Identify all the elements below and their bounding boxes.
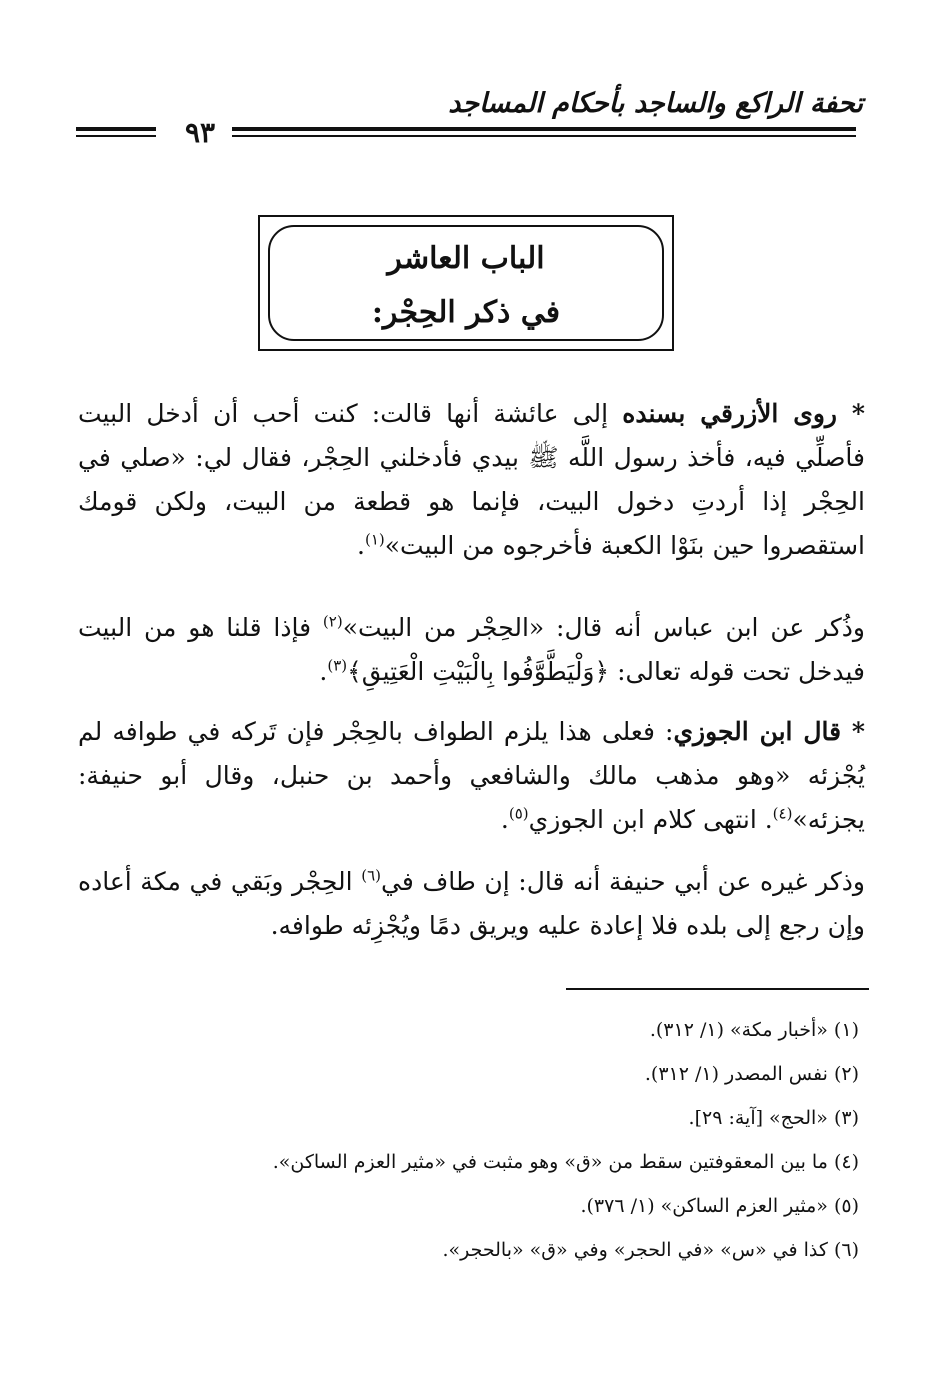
footnote-separator: [566, 988, 869, 990]
footnote: (١) «أخبار مكة» (١/ ٣١٢).: [649, 1019, 859, 1041]
footnote-ref: (٢): [322, 612, 343, 631]
page-number: ٩٣: [184, 116, 216, 149]
header-rule-right-thin: [232, 135, 856, 137]
running-title: تحفة الراكع والساجد بأحكام المساجد: [448, 88, 863, 119]
paragraph-text: وذكر غيره عن أبي حنيفة أنه قال: إن طاف في: [381, 867, 866, 896]
paragraph-text: وذُكر عن ابن عباس أنه قال: «الحِجْر من البيت»: [342, 613, 865, 642]
paragraph-3: [78, 710, 865, 842]
chapter-subtitle: في ذكر الحِجْر:: [371, 295, 561, 330]
paragraph-lead: * قال ابن الجوزي: [673, 717, 866, 746]
footnote-ref: (٣): [327, 656, 348, 675]
header-rule-left-thick: [76, 127, 156, 131]
footnote: (٤) ما بين المعقوفتين سقط من «ق» وهو مثبت في «مثير العزم الساكن».: [272, 1151, 859, 1173]
paragraph-tail: .: [270, 911, 279, 940]
footnote: (٦) كذا في «س» «في الحجر» وفي «ق» «بالحجر».: [442, 1239, 859, 1261]
chapter-title: الباب العاشر: [387, 241, 545, 276]
footnote: (٥) «مثير العزم الساكن» (١/ ٣٧٦).: [580, 1195, 859, 1217]
footnote: (٢) نفس المصدر (١/ ٣١٢).: [644, 1063, 859, 1085]
paragraph-text-continued: . انتهى كلام ابن الجوزي: [528, 805, 773, 834]
paragraph-text-continued: فإذا قلنا هو من البيت فيدخل تحت قوله تعالى: ﴿وَلْيَطَّوَّفُوا بِالْبَيْتِ الْعَتِيقِ﴾: [78, 613, 865, 686]
paragraph-tail: .: [357, 531, 365, 560]
footnote-ref: (٥): [508, 804, 529, 823]
chapter-title-box: [258, 215, 674, 351]
footnote-ref: (٤): [772, 804, 793, 823]
paragraph-tail: .: [500, 805, 509, 834]
footnote: (٣) «الحج» [آية: ٢٩].: [688, 1107, 859, 1129]
paragraph-1: [78, 392, 865, 568]
footnote-ref: (٦): [361, 866, 381, 885]
footnote-ref: (١): [364, 530, 385, 549]
paragraph-lead: * روى الأزرقي بسنده: [622, 399, 866, 428]
paragraph-2: [78, 606, 865, 694]
header-rule-right-thick: [232, 127, 856, 131]
paragraph-text: : فعلى هذا يلزم الطواف بالحِجْر فإن تَركه في طوافه لم يُجْزئه «وهو مذهب مالك والشافعي وأحمد بن حنبل، وقال أبو حنيفة: يجزئه»: [78, 717, 865, 834]
footnote-list: [159, 1008, 859, 1272]
paragraph-text: إلى عائشة أنها قالت: كنت أحب أن أدخل البيت فأصلِّي فيه، فأخذ رسول اللَّه ﷺ بيدي فأدخلني الحِجْر، فقال لي: «صلي في الحِجْر إذا أردتِ دخول البيت، فإنما هو قطعة من البيت، ولكن قومك استقصروا حين بنَوْا الكعبة فأخرجوه من البيت»: [78, 399, 865, 560]
header-rule-left-thin: [76, 135, 156, 137]
paragraph-tail: .: [319, 657, 328, 686]
paragraph-text-continued: الحِجْر وبَقي في مكة أعاده وإن رجع إلى بلده فلا إعادة عليه ويريق دمًا ويُجْزِئه طوافه: [78, 867, 865, 940]
paragraph-4: [78, 860, 865, 948]
